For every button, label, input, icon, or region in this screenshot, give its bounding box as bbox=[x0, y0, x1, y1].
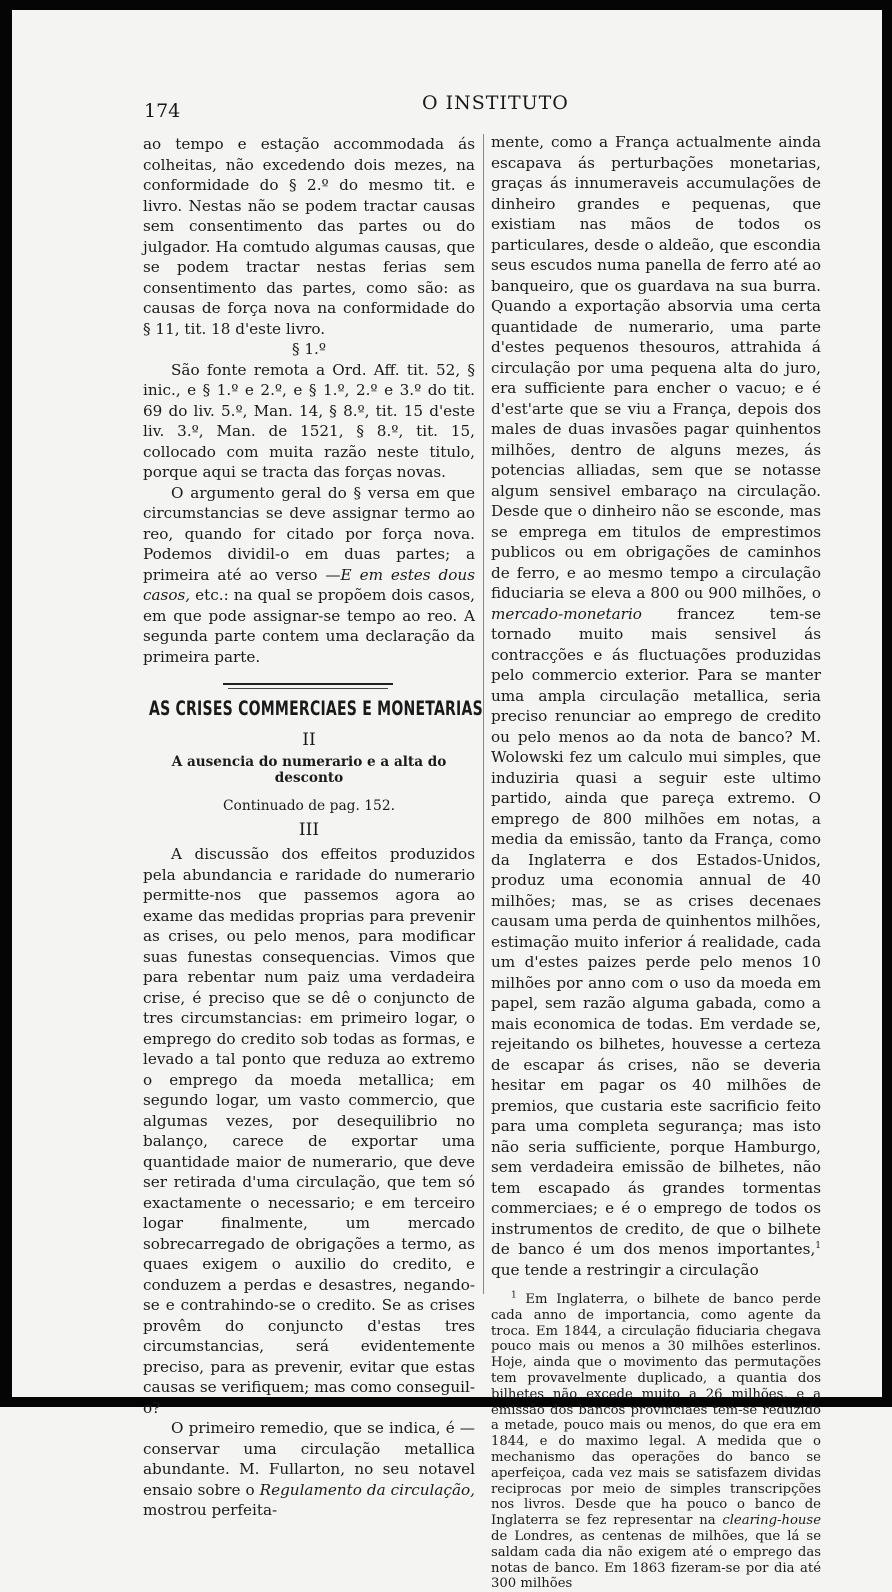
text-run: de Londres, as centenas de milhões, que lá se saldam cada dia não exigem até o emprego das notas de banco. Em 1863 fizeram-se por dia até 300 milhões bbox=[491, 1528, 821, 1592]
paragraph: A discussão dos effeitos produzidos pela abundancia e raridade do numerario permitte-nos que passemos agora ao exame das medidas proprias para prevenir as crises, ou pelo menos, para modificar suas funestas consequencias. Vimos que para rebentar num paiz uma verdadeira crise, é preciso que se dê o conjuncto de tres circumstancias: em primeiro logar, o emprego do credito sob todas as formas, e levado a tal ponto que reduza ao extremo o emprego da moeda metallica; em segundo logar, um vasto commercio, que algumas vezes, por desequilibrio no balanço, carece de exportar uma quantidade maior de numerario, que deve ser retirada d'uma circulação, que tem só exactamente o necessario; e em terceiro logar finalmente, um mercado sobrecarregado de obrigações a termo, as quaes exigem o auxilio do credito, e conduzem a perdas e desastres, negando-se e contrahindo-se o credito. Se as crises provêm do conjuncto d'estas tres circumstancias, será evidentemente preciso, para as prevenir, evitar que estas causas se verifiquem; mas como conseguil-o? bbox=[143, 845, 475, 1417]
running-title: O INSTITUTO bbox=[422, 92, 569, 114]
text-run: O primeiro remedio, que se indica, é — conservar uma circulação metallica abundante. M. Fullarton, no seu notavel ensaio sobre o bbox=[143, 1419, 475, 1499]
text-run: mostrou perfeita- bbox=[143, 1501, 278, 1519]
paragraph: São fonte remota a Ord. Aff. tit. 52, § inic., e § 1.º e 2.º, e § 1.º, 2.º e 3.º do tit. 69 do liv. 5.º, Man. 14, § 8.º, tit. 15 d'este liv. 3.º, Man. de 1521, § 8.º, tit. 15, collocado com muita razão neste titulo, porque aqui se tracta das forças novas. bbox=[143, 360, 475, 481]
text-run: francez tem-se tornado muito mais sensivel ás contracções e ás fluctuações produzidas pelo commercio exterior. Para se manter uma ampla circulação metallica, seria preciso renunciar ao emprego de credito ou pelo menos ao da nota de banco? M. Wolowski fez um calculo mui simples, que induziria quasi a seguir este ultimo partido, ainda que pareça extremo. O emprego de 800 milhões em notas, a media da emissão, tanto da França, como da Inglaterra e dos Estados-Unidos, produz uma economia annual de 40 milhões; mas, se as crises decenaes causam uma perda de quinhentos milhões, estimação muito inferior á realidade, cada um d'estes paizes perde pelo menos 10 milhões por anno com o uso da moeda em papel, sem razão alguma gabada, como a mais economica de todas. Em verdade se, rejeitando os bilhetes, houvesse a certeza de escapar ás crises, não se deveria hesitar em pagar os 40 milhões de premios, que custaria este sacrificio feito para uma completa segurança; mas isto não seria sufficiente, porque Hamburgo, sem verdadeira emissão de bilhetes, não tem escapado ás grandes tormentas commerciaes; e é o emprego de todos os instrumentos de credito, de que o bilhete de banco é um dos menos importantes, bbox=[491, 604, 821, 1258]
section-mark: § 1.º bbox=[291, 340, 327, 358]
text-run: mente, como a França actualmente ainda escapava ás perturbações monetarias, graças ás innumeraveis accumulações de dinheiro grandes e pequenas, que existiam nas mãos de todos os particulares, desde o aldeão, que escondia seus escudos numa panella de ferro até ao banqueiro, que os guardava na sua burra. Quando a exportação absorvia uma certa quantidade de numerario, uma parte d'estes pequenos thesouros, attrahida á circulação por uma pequena alta do juro, era sufficiente para encher o vacuo; e é d'est'arte que se viu a França, depois dos males de duas invasões pagar quinhentos milhões, dentro de alguns mezes, ás potencias alliadas, sem que se notasse algum sensivel embaraço na circulação. Desde que o dinheiro não se esconde, mas se emprega em titulos de emprestimos publicos ou em obrigações de caminhos de ferro, e ao mesmo tempo a circulação fiduciaria se eleva a 800 ou 900 milhões, o bbox=[491, 133, 821, 602]
scan-border-top bbox=[0, 0, 892, 10]
footnote-number: 1 bbox=[511, 1290, 517, 1301]
italic-text: clearing-house bbox=[722, 1513, 821, 1529]
text-run: que tende a restringir a circulação bbox=[491, 1260, 759, 1279]
rule-line bbox=[223, 683, 393, 685]
text-run: Em Inglaterra, o bilhete de banco perde cada anno de importancia, como agente da troca. Em 1844, a circulação fiduciaria chegava pouco mais ou menos a 30 milhões esterlinos. Hoje, ainda que o movimento das permutações tem provavelmente duplicado, a quantia dos bilhetes não excede muito a 26 milhões, e a emissão dos bancos provinciaes tem-se reduzido a metade, pouco mais ou menos, do que era em 1844, e do maximo legal. A medida que o mechanismo das operações do banco se aperfeiçoa, cada vez mais se satisfazem dividas reciprocas por meio de simples transcripções nos livros. Desde que ha pouco o banco de Inglaterra se fez representar na bbox=[491, 1292, 821, 1529]
right-column bbox=[491, 132, 821, 1592]
paragraph bbox=[491, 132, 821, 1280]
scan-border-right bbox=[882, 0, 892, 1407]
italic-text: mercado-monetario bbox=[491, 604, 642, 623]
chapter-number: III bbox=[298, 820, 320, 840]
footnote bbox=[491, 1292, 821, 1592]
italic-text: E em estes dous casos, bbox=[143, 565, 475, 604]
rule-line bbox=[228, 688, 388, 689]
scan-border-left bbox=[0, 0, 12, 1407]
continued-note: Continuado de pag. 152. bbox=[223, 798, 395, 814]
article-title: AS CRISES COMMERCIAES E MONETARIAS bbox=[149, 697, 483, 720]
paragraph: ao tempo e estação accommodada ás colheitas, não excedendo dois mezes, na conformidade do § 2.º do mesmo tit. e livro. Nestas não se podem tractar causas sem consentimento das partes ou do julgador. Ha comtudo algumas causas, que se podem tractar nestas ferias sem consentimento das partes, como são: as causas de força nova na conformidade do § 11, tit. 18 d'este livro. bbox=[143, 135, 475, 338]
italic-text: Regulamento da circulação, bbox=[259, 1480, 476, 1499]
separator-rule bbox=[143, 667, 475, 697]
text-run: etc.: na qual se propõem dois casos, em que pode assignar-se tempo ao reo. A segunda parte contem uma declaração da primeira parte. bbox=[143, 586, 475, 666]
footnote-reference: 1 bbox=[815, 1240, 821, 1251]
text-run: O argumento geral do § versa em que circumstancias se deve assignar termo ao reo, quando for citado por força nova. Podemos dividil-o em duas partes; a primeira até ao verso — bbox=[143, 483, 475, 584]
paragraph bbox=[143, 483, 475, 668]
part-number: II bbox=[302, 730, 316, 750]
article-subtitle: A ausencia do numerario e a alta do desconto bbox=[171, 754, 447, 786]
left-column bbox=[143, 134, 483, 1521]
paragraph bbox=[143, 1418, 475, 1521]
page-number: 174 bbox=[144, 100, 181, 122]
column-divider bbox=[483, 134, 484, 1294]
